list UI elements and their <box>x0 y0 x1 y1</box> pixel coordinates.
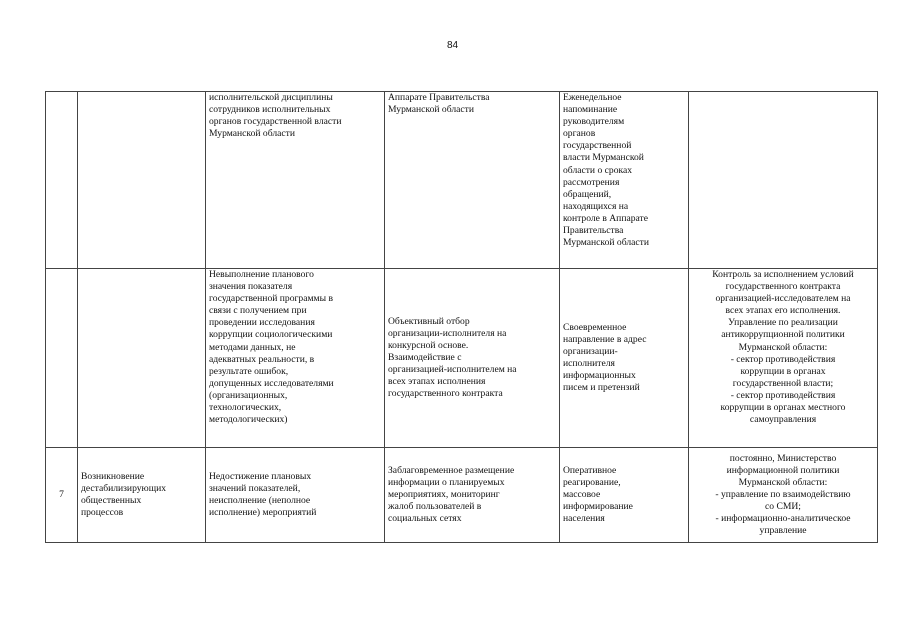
cell-risk <box>78 269 206 448</box>
cell-number <box>46 92 78 269</box>
cell-cause: Невыполнение планового значения показателя государственной программы в связи с получением при проведении исследования коррупции социологическими методами данных, не адекватных реальности, в результате ошибок, допущенных исследователями (организационных, технологических, методологических) <box>206 269 385 448</box>
table-row <box>46 269 878 448</box>
cell-cause: Недостижение плановых значений показателей, неисполнение (неполное исполнение) мероприятий <box>206 448 385 543</box>
cell-number: 7 <box>46 448 78 543</box>
cell-number <box>46 269 78 448</box>
table-row <box>46 92 878 269</box>
cell-responsible: Контроль за исполнением условий государственного контракта организацией-исследователем на всех этапах его исполнения. Управление по реализации антикоррупционной политики Мурманской области: - сектор противодействия коррупции в органах государственной власти; - сектор противодействия коррупции в органах местного самоуправления <box>689 269 878 448</box>
cell-risk <box>78 92 206 269</box>
page-number: 84 <box>446 40 459 51</box>
cell-cause: исполнительской дисциплины сотрудников исполнительных органов государственной власти Мурманской области <box>206 92 385 269</box>
table-row <box>46 448 878 543</box>
cell-measures: Заблаговременное размещение информации о планируемых мероприятиях, мониторинг жалоб пользователей в социальных сетях <box>385 448 560 543</box>
cell-measures: Аппарате Правительства Мурманской области <box>385 92 560 269</box>
cell-response: Своевременное направление в адрес организации- исполнителя информационных писем и претензий <box>560 269 689 448</box>
cell-response: Оперативное реагирование, массовое информирование населения <box>560 448 689 543</box>
cell-responsible: постоянно, Министерство информационной политики Мурманской области: - управление по взаимодействию со СМИ; - информационно-аналитическое управление <box>689 448 878 543</box>
risk-table <box>45 91 878 543</box>
cell-response: Еженедельное напоминание руководителям органов государственной власти Мурманской области о сроках рассмотрения обращений, находящихся на контроле в Аппарате Правительства Мурманской области <box>560 92 689 269</box>
cell-risk: Возникновение дестабилизирующих общественных процессов <box>78 448 206 543</box>
cell-measures: Объективный отбор организации-исполнителя на конкурсной основе. Взаимодействие с организацией-исполнителем на всех этапах исполнения государственного контракта <box>385 269 560 448</box>
cell-responsible <box>689 92 878 269</box>
